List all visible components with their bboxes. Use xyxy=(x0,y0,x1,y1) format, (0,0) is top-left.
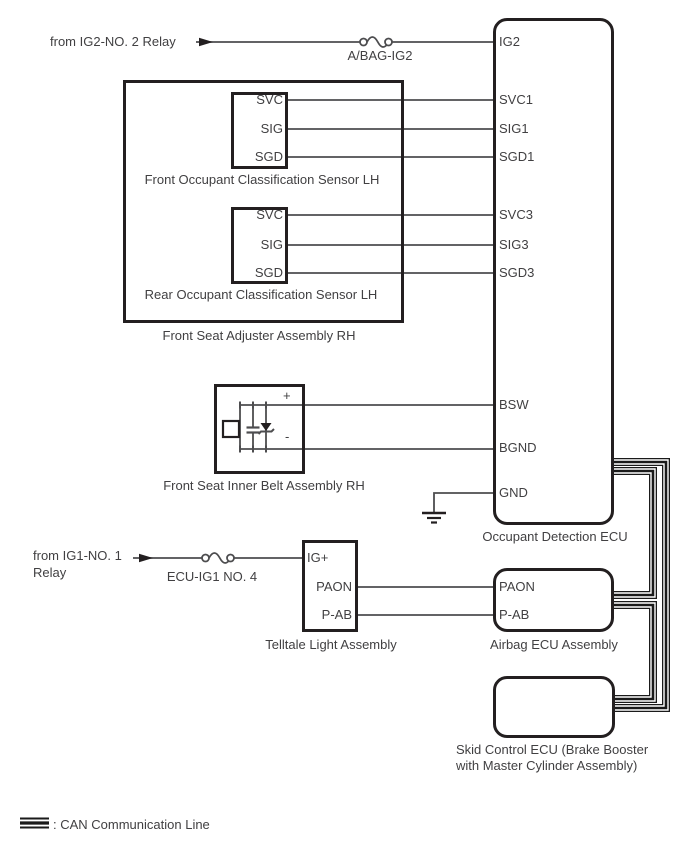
inner-belt-box xyxy=(214,384,305,474)
ecu-pin-gnd: GND xyxy=(499,485,528,500)
ecu-pin-svc3: SVC3 xyxy=(499,207,533,222)
airbag-pin-paon: PAON xyxy=(499,579,535,594)
telltale-pin-paon: PAON xyxy=(316,579,352,594)
ig1-fuse-label: ECU-IG1 NO. 4 xyxy=(166,569,258,584)
ig1-source-label-line1: from IG1-NO. 1 xyxy=(33,548,122,563)
arrow-right-icon xyxy=(199,38,213,47)
ig2-fuse-label: A/BAG-IG2 xyxy=(347,48,413,63)
fuse-icon xyxy=(202,553,234,563)
can-bus-lines xyxy=(614,462,666,708)
telltale-pin-ig: IG+ xyxy=(307,550,329,565)
occupant-ecu-label: Occupant Detection ECU xyxy=(482,529,628,544)
airbag-ecu-label: Airbag ECU Assembly xyxy=(490,637,618,652)
ecu-pin-bgnd: BGND xyxy=(499,440,537,455)
front-sensor-pin-svc: SVC xyxy=(256,92,283,107)
belt-plus-label: + xyxy=(283,388,291,403)
ecu-pin-sig1: SIG1 xyxy=(499,121,529,136)
rear-sensor-pin-sig: SIG xyxy=(260,237,283,252)
belt-minus-label: - xyxy=(285,429,290,444)
front-sensor-label: Front Occupant Classification Sensor LH xyxy=(144,172,380,187)
ig1-source-label-line2: Relay xyxy=(33,565,67,580)
paon-pab-wires xyxy=(358,587,494,615)
ecu-pin-sgd1: SGD1 xyxy=(499,149,535,164)
gnd-wire xyxy=(434,493,494,512)
ground-icon xyxy=(422,513,446,523)
seat-adjuster-label: Front Seat Adjuster Assembly RH xyxy=(162,328,356,343)
telltale-pin-pab: P-AB xyxy=(321,607,352,622)
ecu-pin-ig2: IG2 xyxy=(499,34,520,49)
rear-sensor-label: Rear Occupant Classification Sensor LH xyxy=(144,287,378,302)
arrow-right-icon xyxy=(139,554,153,563)
ecu-pin-bsw: BSW xyxy=(499,397,529,412)
rear-sensor-pin-sgd: SGD xyxy=(254,265,283,280)
ecu-pin-sgd3: SGD3 xyxy=(499,265,535,280)
fuse-icon xyxy=(360,37,392,47)
ecu-pin-svc1: SVC1 xyxy=(499,92,533,107)
skid-control-ecu-box xyxy=(493,676,615,738)
can-legend-label: : CAN Communication Line xyxy=(53,817,210,832)
airbag-pin-pab: P-AB xyxy=(499,607,530,622)
ig2-source-label: from IG2-NO. 2 Relay xyxy=(50,34,176,49)
inner-belt-label: Front Seat Inner Belt Assembly RH xyxy=(163,478,365,493)
telltale-label: Telltale Light Assembly xyxy=(265,637,397,652)
front-sensor-pin-sig: SIG xyxy=(260,121,283,136)
skid-ecu-label-line1: Skid Control ECU (Brake Booster xyxy=(456,742,649,757)
rear-sensor-pin-svc: SVC xyxy=(256,207,283,222)
front-sensor-pin-sgd: SGD xyxy=(254,149,283,164)
skid-ecu-label-line2: with Master Cylinder Assembly) xyxy=(456,758,638,773)
ecu-pin-sig3: SIG3 xyxy=(499,237,529,252)
